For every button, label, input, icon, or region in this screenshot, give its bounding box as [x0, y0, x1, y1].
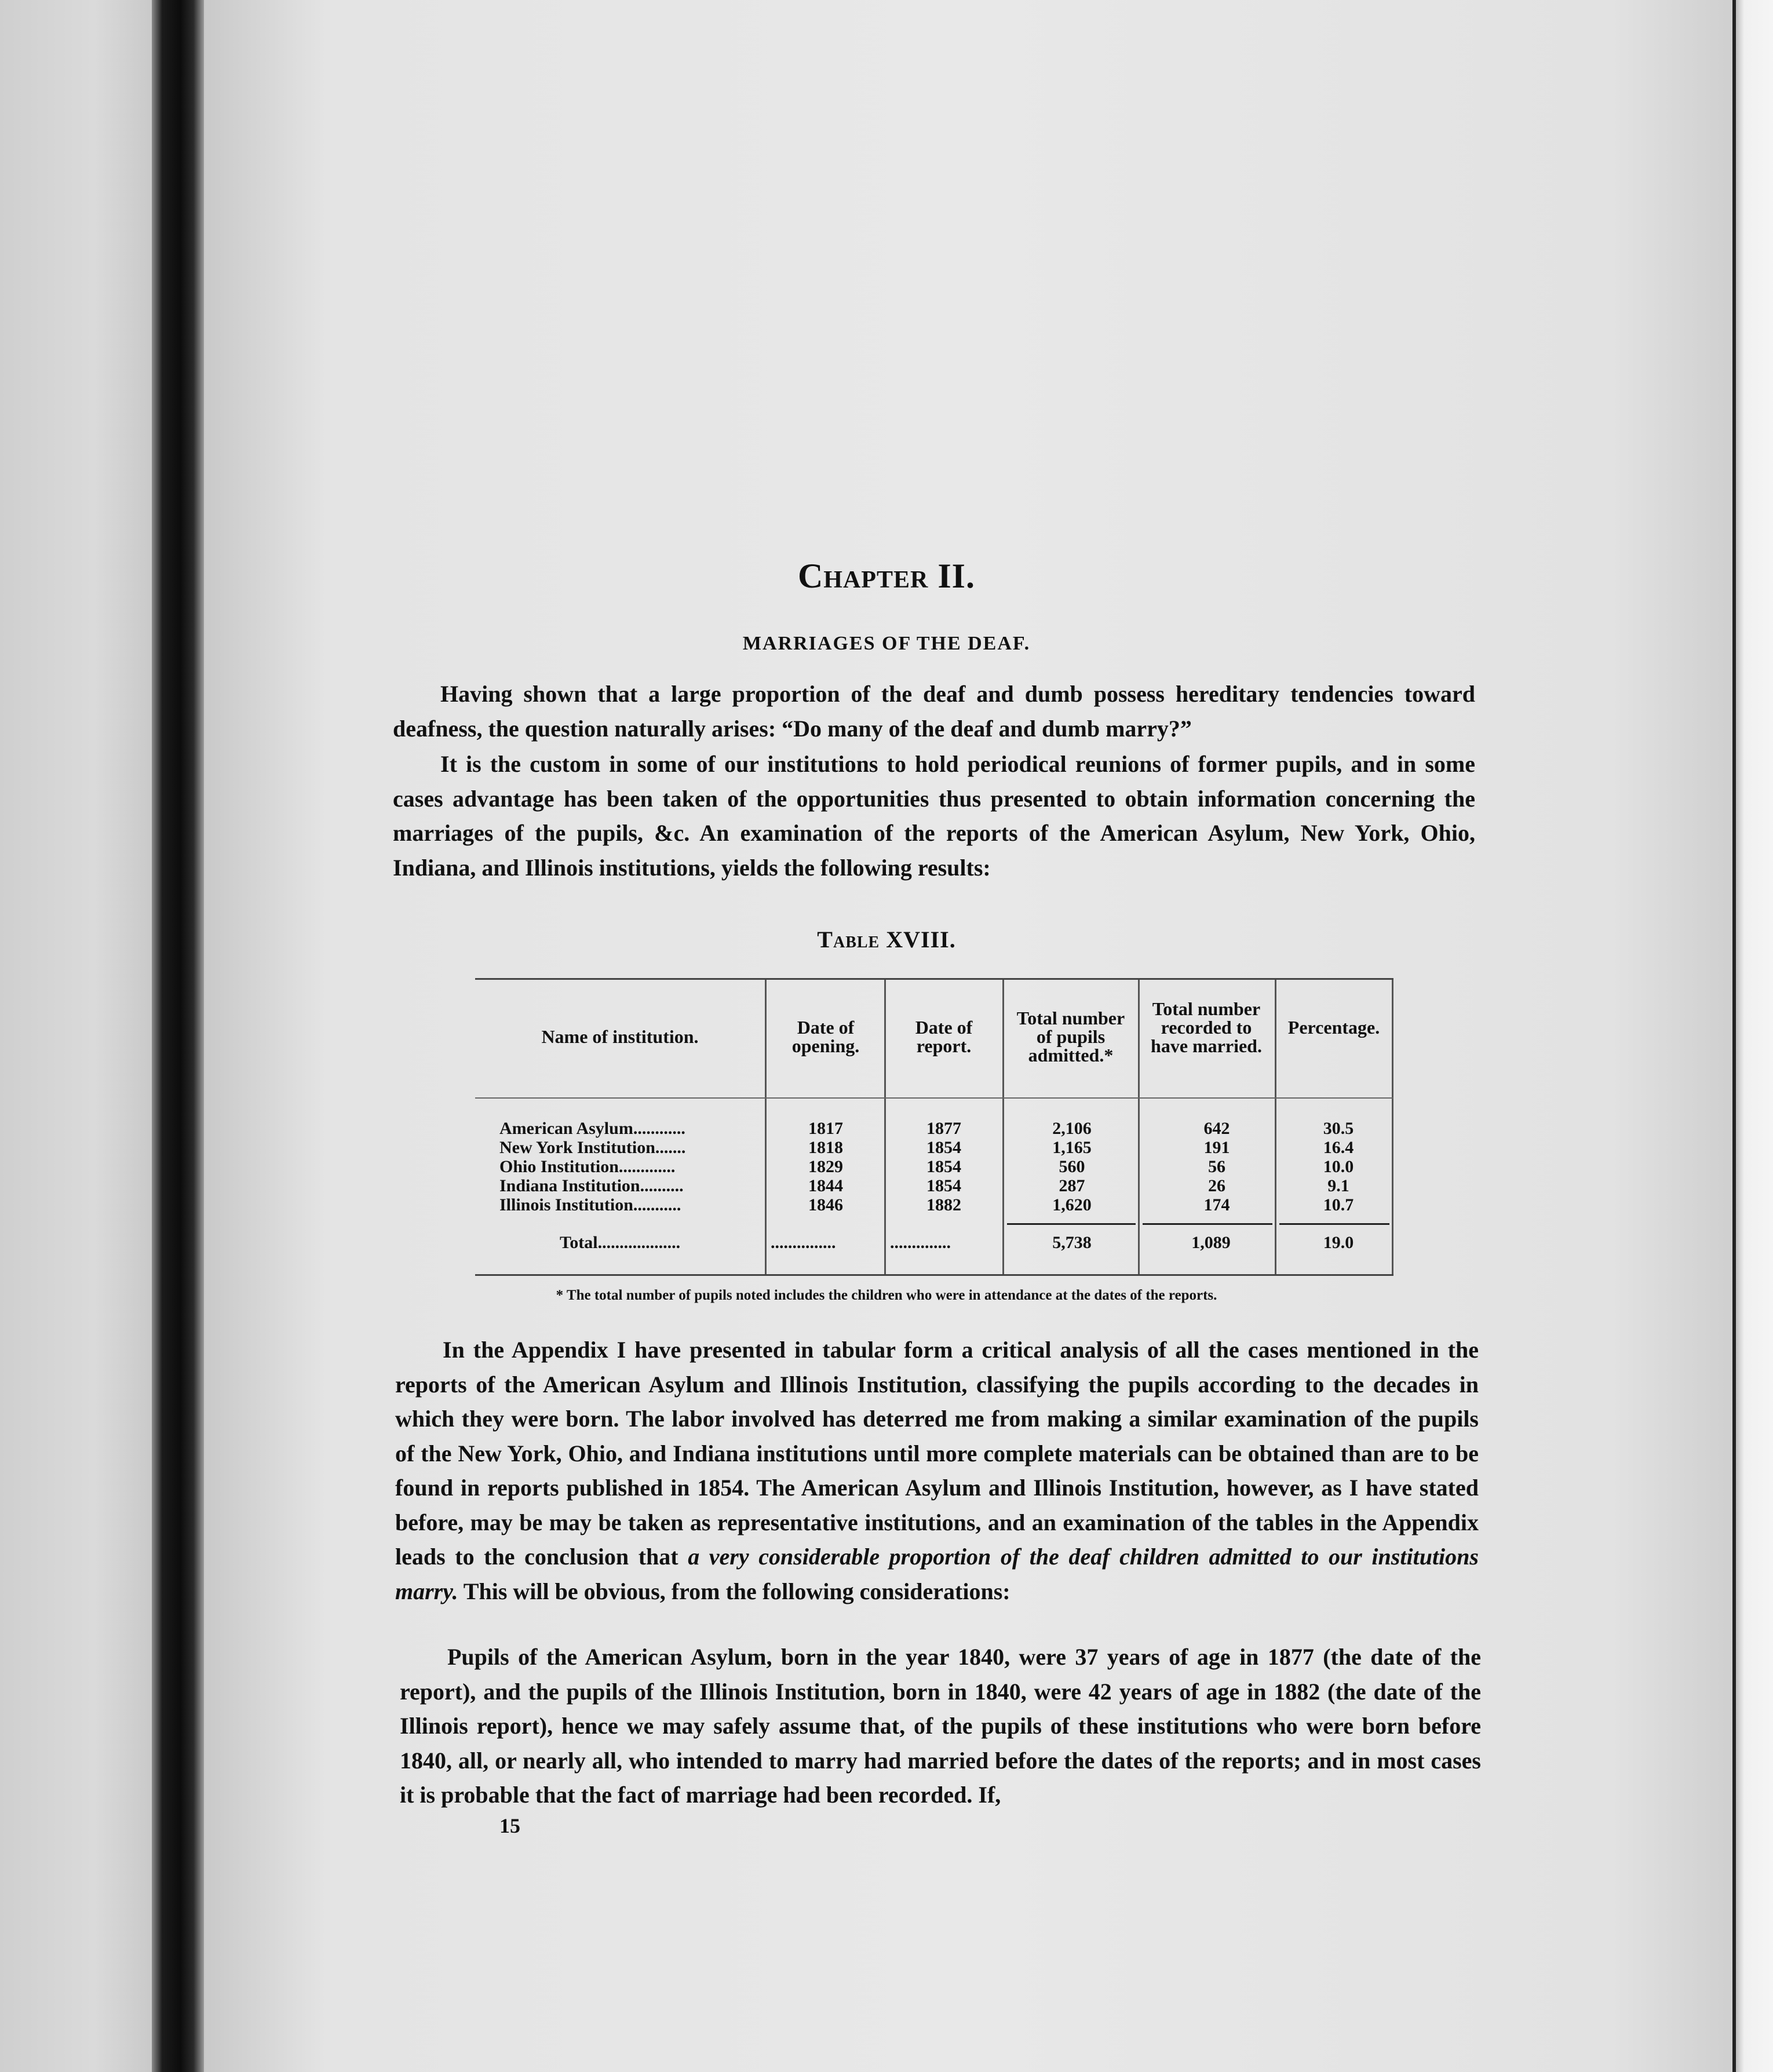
page-right-edge	[1732, 0, 1773, 2072]
row-4-report: 1854	[926, 1176, 961, 1195]
row-2-opening: 1818	[808, 1138, 843, 1157]
row-3-report: 1854	[926, 1157, 961, 1176]
row-2-admitted: 1,165	[1052, 1138, 1092, 1157]
header-name: Name of institution.	[541, 1026, 699, 1047]
header-date-opening: Date of opening.	[791, 1017, 860, 1056]
paragraph-3-emphasis: a very considerable proportion of the deaf children admitted to our institutions marry.	[395, 1544, 1479, 1604]
row-5-percentage: 10.7	[1323, 1195, 1354, 1214]
row-2-name: New York Institution.......	[499, 1138, 686, 1157]
row-5-name: Illinois Institution...........	[499, 1195, 681, 1214]
total-percentage: 19.0	[1323, 1233, 1354, 1252]
total-opening-leader: ...............	[771, 1233, 836, 1252]
row-3-married: 56	[1208, 1157, 1225, 1176]
row-2-married: 191	[1203, 1138, 1230, 1157]
row-4-percentage: 9.1	[1327, 1176, 1349, 1195]
row-1-report: 1877	[926, 1119, 961, 1138]
paragraph-4: Pupils of the American Asylum, born in the year 1840, were 37 years of age in 1877 (the date of the report), and the pupils of the Illinois Institution, born in 1840, were 42 years of age in 1882 (the date of the Illinois report), hence we may safely assume that, of the pupils of these institutions who were born before 1840, all, or nearly all, who intended to marry had married before the dates of the reports; and in most cases it is probable that the fact of marriage had been recorded. If,	[400, 1644, 1481, 1808]
table-title: Table XVIII.	[817, 926, 956, 953]
row-5-admitted: 1,620	[1052, 1195, 1092, 1214]
section-title: MARRIAGES OF THE DEAF.	[742, 633, 1031, 654]
row-1-percentage: 30.5	[1323, 1119, 1354, 1138]
row-2-percentage: 16.4	[1323, 1138, 1354, 1157]
row-3-percentage: 10.0	[1323, 1157, 1354, 1176]
row-5-report: 1882	[926, 1195, 961, 1214]
paragraph-3-text: In the Appendix I have presented in tabular form a critical analysis of all the cases mentioned in the reports of the American Asylum and Illinois Institution, classifying the pupils according to the decades in which they were born. The labor involved has deterred me from making a similar examination of the pupils of the New York, Ohio, and Indiana institutions until more complete materials can be obtained than are to be found in reports published in 1854. The American Asylum and Illinois Institution, however, as I have stated before, may be may be taken as representative institutions, and an examination of the tables in the Appendix leads to the conclusion that	[395, 1337, 1479, 1570]
column-rule	[1392, 980, 1393, 1274]
paragraph-3	[395, 1333, 1479, 1608]
row-4-opening: 1844	[808, 1176, 843, 1195]
column-rule	[1002, 980, 1004, 1274]
row-4-admitted: 287	[1059, 1176, 1085, 1195]
data-table	[475, 978, 1393, 1276]
facing-page-edge	[0, 0, 156, 2072]
header-total-admitted: Total number of pupils admitted.*	[1016, 1008, 1125, 1066]
table-footnote: * The total number of pupils noted includes the children who were in attendance at the dates of the reports.	[556, 1287, 1217, 1303]
row-1-name: American Asylum............	[499, 1119, 685, 1138]
header-rule	[475, 1097, 1393, 1099]
total-admitted: 5,738	[1052, 1233, 1092, 1252]
total-label: Total...................	[560, 1233, 681, 1252]
sum-rule	[1143, 1223, 1272, 1225]
row-4-married: 26	[1208, 1176, 1225, 1195]
total-report-leader: ..............	[890, 1233, 951, 1252]
paragraph-2: It is the custom in some of our institutions to hold periodical reunions of former pupils, and in some cases advantage has been taken of the opportunities thus presented to obtain information concerning the marriages of the pupils, &c. An examination of the reports of the American Asylum, New York, Ohio, Indiana, and Illinois institutions, yields the following results:	[393, 751, 1475, 881]
column-rule	[1275, 980, 1276, 1274]
book-spine	[152, 0, 204, 2072]
row-5-married: 174	[1203, 1195, 1230, 1214]
row-3-opening: 1829	[808, 1157, 843, 1176]
total-married: 1,089	[1191, 1233, 1231, 1252]
sum-rule	[1007, 1223, 1136, 1225]
paragraph-3-end: This will be obvious, from the following considerations:	[463, 1578, 1010, 1604]
row-1-admitted: 2,106	[1052, 1119, 1092, 1138]
header-date-report: Date of report.	[915, 1017, 973, 1056]
row-1-married: 642	[1203, 1119, 1230, 1138]
column-rule	[1138, 980, 1140, 1274]
row-2-report: 1854	[926, 1138, 961, 1157]
chapter-title: Chapter II.	[797, 557, 976, 595]
row-3-name: Ohio Institution.............	[499, 1157, 676, 1176]
header-total-married: Total number recorded to have married.	[1151, 998, 1262, 1056]
row-4-name: Indiana Institution..........	[499, 1176, 684, 1195]
page-number: 15	[499, 1814, 520, 1837]
column-rule	[884, 980, 886, 1274]
paragraph-1: Having shown that a large proportion of the deaf and dumb possess hereditary tendencies toward deafness, the question naturally arises: “Do many of the deaf and dumb marry?”	[393, 681, 1475, 742]
row-5-opening: 1846	[808, 1195, 843, 1214]
sum-rule	[1279, 1223, 1389, 1225]
row-3-admitted: 560	[1059, 1157, 1085, 1176]
header-percentage: Percentage.	[1287, 1017, 1380, 1038]
row-1-opening: 1817	[808, 1119, 843, 1138]
